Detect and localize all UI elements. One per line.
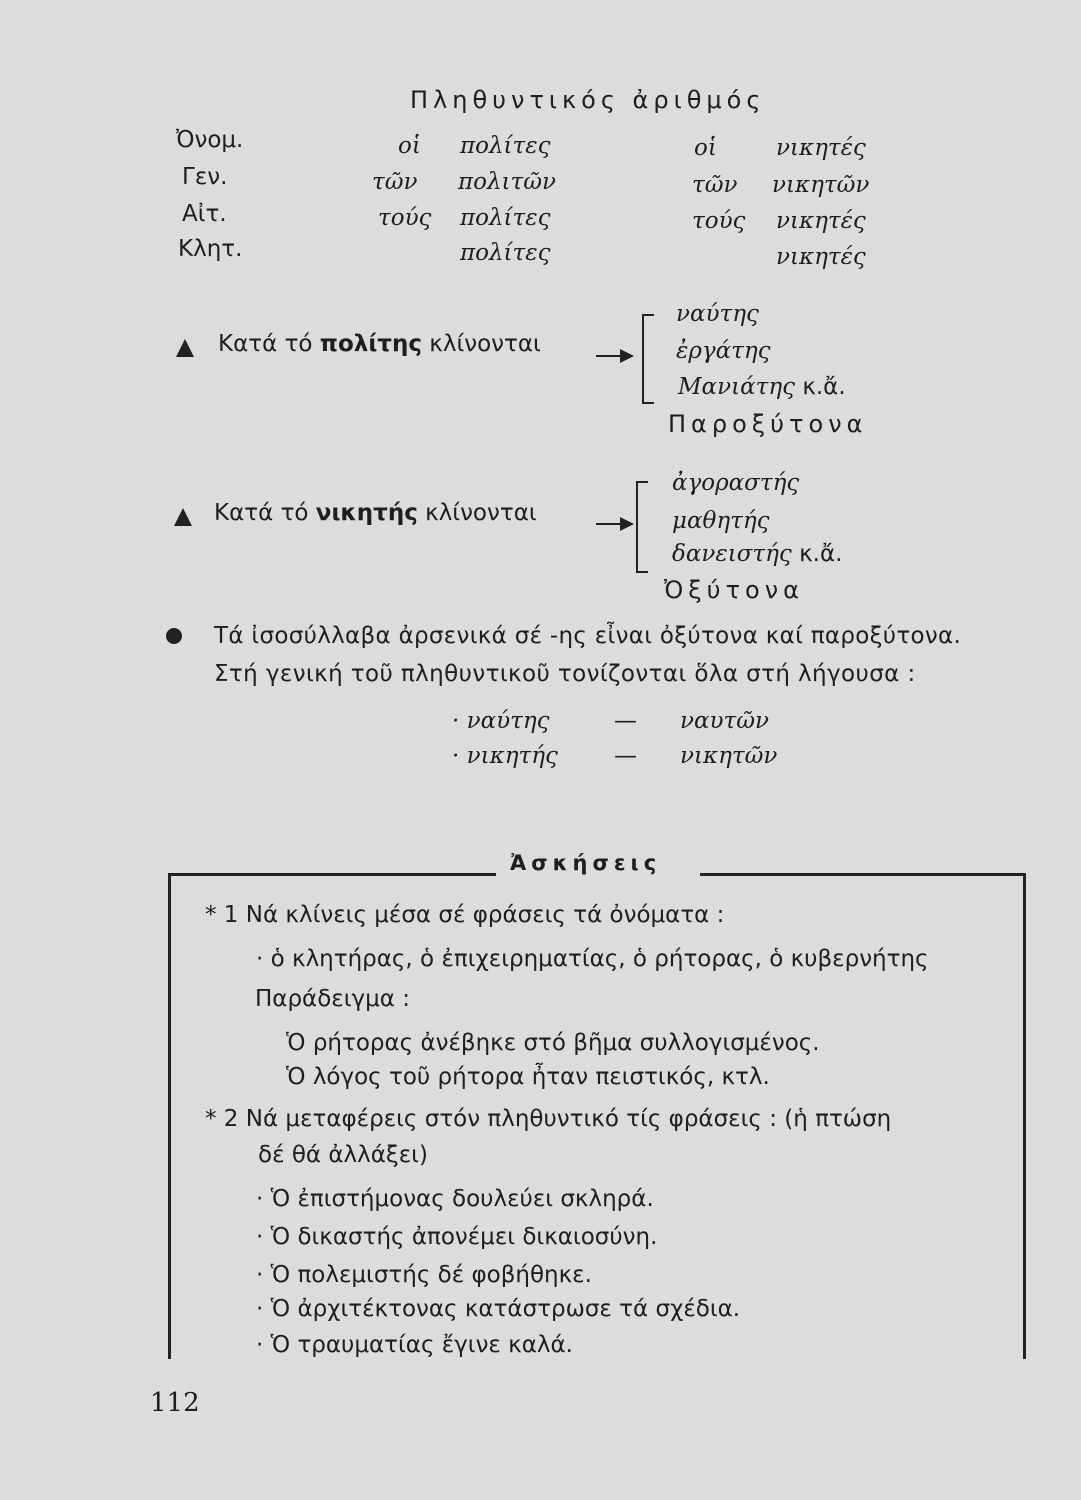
arrow-line [596, 355, 622, 357]
base-form: νικητής [466, 743, 558, 769]
rule-text [218, 331, 541, 357]
arrow-right-icon [620, 517, 634, 531]
box-right-rule [1023, 873, 1026, 1359]
noun-form: νικητές [776, 135, 866, 161]
dash: — [614, 708, 637, 734]
exercise-2-label: δέ θά ἀλλάξει) [258, 1142, 428, 1168]
example-sentence: Ὁ ρήτορας ἀνέβηκε στό βῆμα συλλογισμένος. [286, 1030, 820, 1056]
example-line [672, 541, 842, 567]
example-noun: ἐργάτης [676, 338, 771, 364]
rule-text [214, 500, 537, 526]
exercise-1-words: · ὁ κλητήρας, ὁ ἐπιχειρηματίας, ὁ ρήτορας, ὁ κυβερνήτης [256, 946, 929, 972]
exercise-1-label: * 1 Νά κλίνεις μέσα σέ φράσεις τά ὀνόματα : [205, 902, 725, 928]
noun-form: πολίτες [460, 133, 551, 159]
article: οἱ [694, 135, 717, 161]
rule-suffix: κλίνονται [417, 500, 537, 526]
note-line: Τά ἰσοσύλλαβα ἀρσενικά σέ -ης εἶναι ὀξύτονα καί παροξύτονα. [214, 623, 962, 649]
rule-prefix: Κατά τό [214, 500, 316, 526]
dot-bullet-icon [166, 628, 182, 644]
base-form: ναύτης [466, 708, 550, 734]
example-noun: ἀγοραστής [672, 470, 800, 496]
arrow-line [596, 523, 622, 525]
sentence-text: Ὁ πολεμιστής δέ φοβήθηκε. [270, 1262, 592, 1288]
example-sentence: Ὁ λόγος τοῦ ρήτορα ἦταν πειστικός, κτλ. [286, 1064, 770, 1090]
exercise-sentence: · Ὁ ἐπιστήμονας δουλεύει σκληρά. [256, 1186, 654, 1212]
noun-form: πολίτες [460, 240, 551, 266]
example-line [678, 374, 846, 400]
genitive-example: · νικητής [452, 743, 558, 769]
case-label: Αἰτ. [182, 201, 227, 227]
word-list: ὁ κλητήρας, ὁ ἐπιχειρηματίας, ὁ ρήτορας, ὁ κυβερνήτης [270, 946, 929, 972]
article: τῶν [692, 172, 738, 198]
article: τῶν [372, 169, 418, 195]
arrow-right-icon [620, 349, 634, 363]
case-label: Γεν. [182, 164, 228, 190]
exercise-2-label: * 2 Νά μεταφέρεις στόν πληθυντικό τίς φράσεις : (ἡ πτώση [205, 1106, 892, 1132]
exercise-sentence: · Ὁ δικαστής ἀπονέμει δικαιοσύνη. [256, 1224, 658, 1250]
example-noun: δανειστής [672, 541, 792, 567]
bracket [642, 314, 654, 404]
triangle-bullet-icon [174, 508, 192, 526]
stress-label: Ὀξύτονα [664, 576, 804, 604]
genitive-form: ναυτῶν [680, 708, 769, 734]
box-left-rule [168, 873, 171, 1359]
case-label: Κλητ. [178, 236, 243, 262]
noun-form: νικητῶν [772, 172, 870, 198]
example-noun: Μανιάτης [678, 374, 795, 400]
exercise-sentence: · Ὁ πολεμιστής δέ φοβήθηκε. [256, 1262, 592, 1288]
example-label: Παράδειγμα : [255, 986, 410, 1012]
sentence-text: Ὁ ἐπιστήμονας δουλεύει σκληρά. [270, 1186, 654, 1212]
exercises-title: Ἀσκήσεις [510, 851, 662, 875]
sentence-text: Ὁ ἀρχιτέκτονας κατάστρωσε τά σχέδια. [270, 1296, 741, 1322]
sentence-text: Ὁ τραυματίας ἔγινε καλά. [270, 1332, 573, 1358]
noun-form: νικητές [776, 244, 866, 270]
page-number: 112 [150, 1388, 200, 1418]
example-noun: ναύτης [676, 301, 759, 327]
genitive-form: νικητῶν [680, 743, 778, 769]
example-noun: μαθητής [672, 508, 770, 534]
stress-label: Παροξύτονα [668, 410, 868, 438]
model-noun: πολίτης [319, 331, 422, 357]
case-label: Ὀνομ. [176, 127, 244, 153]
box-top-rule [168, 873, 496, 876]
sentence-text: Ὁ δικαστής ἀπονέμει δικαιοσύνη. [270, 1224, 658, 1250]
genitive-example: · ναύτης [452, 708, 550, 734]
rule-prefix: Κατά τό [218, 331, 320, 357]
article: τούς [692, 208, 746, 234]
noun-form: πολιτῶν [458, 169, 557, 195]
exercise-sentence: · Ὁ ἀρχιτέκτονας κατάστρωσε τά σχέδια. [256, 1296, 741, 1322]
dash: — [614, 743, 637, 769]
rule-suffix: κλίνονται [422, 331, 541, 357]
exercise-sentence: · Ὁ τραυματίας ἔγινε καλά. [256, 1332, 573, 1358]
bracket [636, 481, 648, 573]
noun-form: πολίτες [460, 205, 551, 231]
box-top-rule [700, 873, 1026, 876]
etc-abbr: κ.ἄ. [802, 374, 846, 400]
section-title: Πληθυντικός ἀριθμός [410, 86, 766, 114]
noun-form: νικητές [776, 208, 866, 234]
article: οἱ [398, 133, 421, 159]
triangle-bullet-icon [176, 339, 194, 357]
model-noun: νικητής [315, 500, 418, 526]
etc-abbr: κ.ἄ. [799, 541, 843, 567]
article: τούς [378, 205, 432, 231]
note-line: Στή γενική τοῦ πληθυντικοῦ τονίζονται ὅλα στή λήγουσα : [214, 661, 916, 687]
